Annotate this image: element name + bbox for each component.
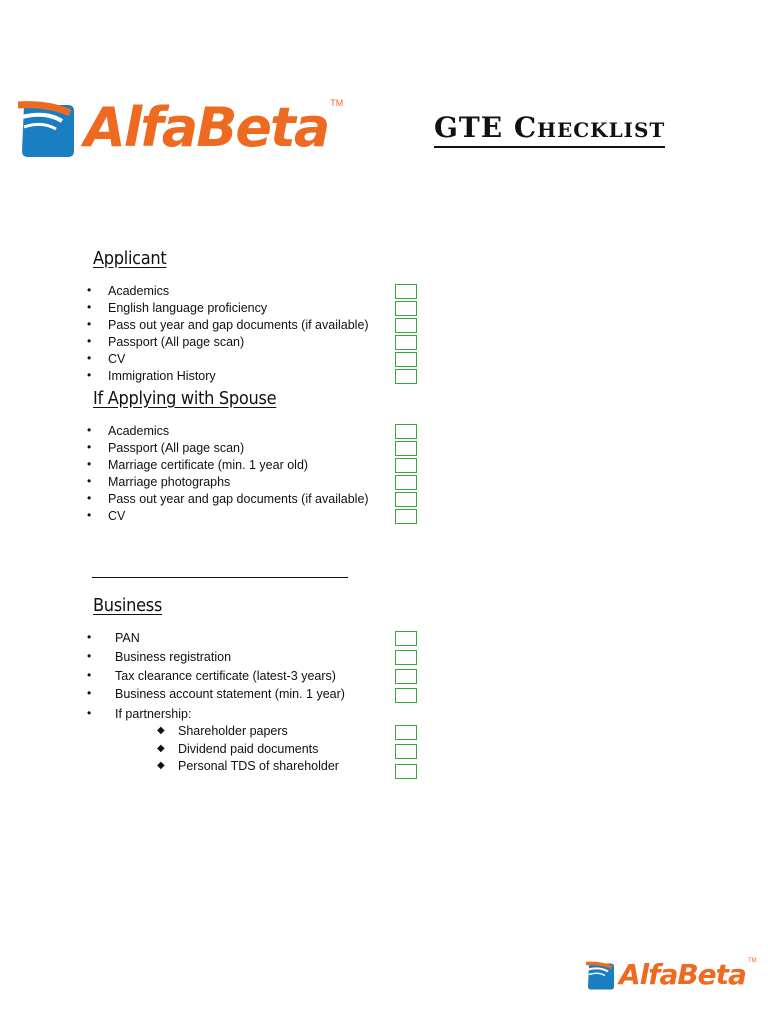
list-item: Passport (All page scan) [108, 335, 245, 349]
checkbox[interactable] [395, 335, 417, 350]
list-item: English language proficiency [108, 301, 268, 315]
bullet-icon: • [87, 317, 92, 331]
checkbox[interactable] [395, 424, 417, 439]
logo-tm: TM [330, 98, 344, 108]
header-logo [18, 98, 343, 158]
bullet-icon: • [87, 440, 92, 454]
list-item: Immigration History [108, 369, 216, 383]
checkbox[interactable] [395, 301, 417, 316]
checkbox[interactable] [395, 284, 417, 299]
bullet-icon: • [87, 283, 92, 297]
checkbox[interactable] [395, 764, 417, 779]
list-item: Academics [108, 284, 170, 298]
list-item: Tax clearance certificate (latest-3 years) [115, 669, 336, 683]
list-item: Passport (All page scan) [108, 441, 245, 455]
list-item: CV [108, 509, 126, 523]
bullet-icon: • [87, 649, 92, 663]
bullet-icon: • [87, 706, 92, 720]
list-item: Business account statement (min. 1 year) [115, 687, 345, 701]
bullet-icon: • [87, 334, 92, 348]
checkbox[interactable] [395, 650, 417, 665]
sub-list-item: Personal TDS of shareholder [178, 759, 339, 773]
section-heading-spouse: If Applying with Spouse [93, 388, 277, 409]
sub-list-item: Dividend paid documents [178, 742, 319, 756]
logo-mark-icon [18, 99, 74, 157]
checkbox[interactable] [395, 458, 417, 473]
bullet-icon: • [87, 630, 92, 644]
bullet-icon: • [87, 508, 92, 522]
checkbox[interactable] [395, 744, 417, 759]
bullet-icon: • [87, 457, 92, 471]
list-item: Academics [108, 424, 170, 438]
bullet-icon: • [87, 491, 92, 505]
list-item: PAN [115, 631, 140, 645]
checkbox[interactable] [395, 725, 417, 740]
bullet-icon: • [87, 351, 92, 365]
checkbox[interactable] [395, 352, 417, 367]
checkbox[interactable] [395, 492, 417, 507]
footer-logo [586, 958, 757, 992]
logo-wordmark: AlfaBeta [619, 958, 746, 991]
bullet-icon: • [87, 368, 92, 382]
section-divider [92, 577, 348, 578]
diamond-bullet-icon: ◆ [157, 760, 165, 771]
checkbox[interactable] [395, 509, 417, 524]
logo-mark-icon [586, 960, 614, 990]
checkbox[interactable] [395, 475, 417, 490]
list-item: Marriage photographs [108, 475, 231, 489]
checkbox[interactable] [395, 669, 417, 684]
bullet-icon: • [87, 686, 92, 700]
checkbox[interactable] [395, 318, 417, 333]
bullet-icon: • [87, 300, 92, 314]
checkbox[interactable] [395, 688, 417, 703]
section-heading-business: Business [93, 595, 163, 616]
sub-list-item: Shareholder papers [178, 724, 288, 738]
logo-tm: TM [747, 958, 757, 964]
checkbox[interactable] [395, 369, 417, 384]
list-item: Marriage certificate (min. 1 year old) [108, 458, 309, 472]
list-item: Pass out year and gap documents (if available) [108, 318, 369, 332]
diamond-bullet-icon: ◆ [157, 725, 165, 736]
list-item: If partnership: [115, 707, 192, 721]
bullet-icon: • [87, 474, 92, 488]
checkbox[interactable] [395, 441, 417, 456]
section-heading-applicant: Applicant [93, 248, 167, 269]
list-item: Pass out year and gap documents (if available) [108, 492, 369, 506]
list-item: CV [108, 352, 126, 366]
checkbox[interactable] [395, 631, 417, 646]
list-item: Business registration [115, 650, 232, 664]
page-title: GTE Checklist [434, 110, 665, 148]
bullet-icon: • [87, 423, 92, 437]
diamond-bullet-icon: ◆ [157, 743, 165, 754]
bullet-icon: • [87, 668, 92, 682]
logo-wordmark: AlfaBeta [84, 96, 329, 159]
